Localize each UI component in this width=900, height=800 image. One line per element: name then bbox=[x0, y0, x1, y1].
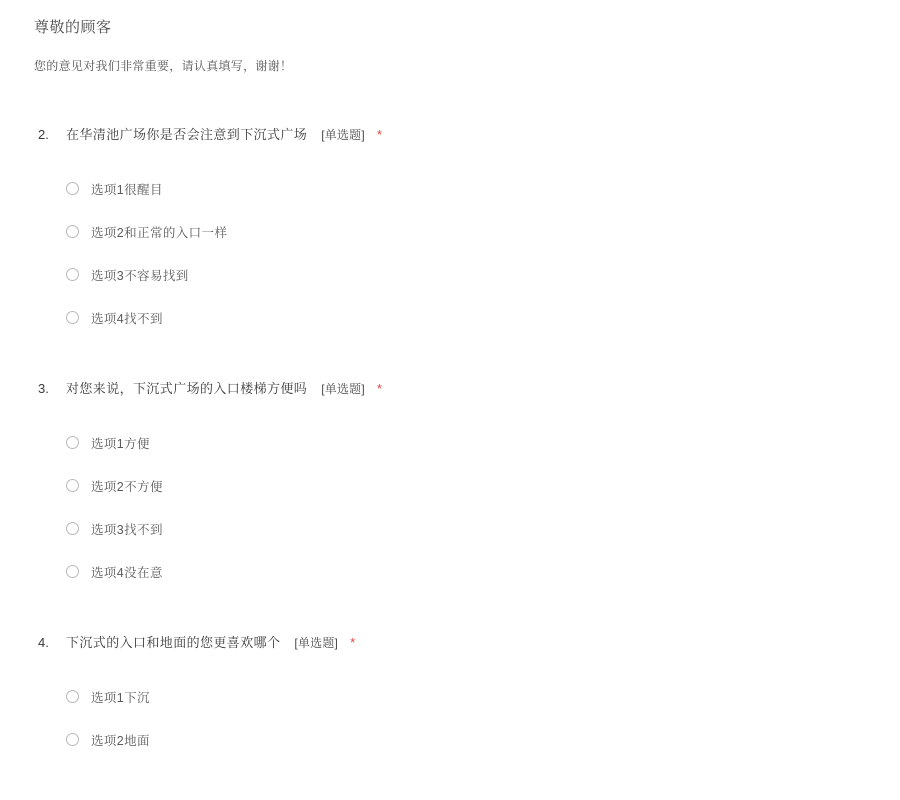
option-group bbox=[0, 167, 900, 339]
option-label: 选项4找不到 bbox=[91, 311, 163, 326]
question-block bbox=[0, 125, 900, 339]
option-group bbox=[0, 675, 900, 761]
question-index: 2. bbox=[38, 127, 49, 142]
option-label: 选项2不方便 bbox=[91, 479, 163, 494]
option-item[interactable] bbox=[66, 550, 900, 593]
required-asterisk: * bbox=[376, 127, 382, 142]
option-label: 选项3不容易找到 bbox=[91, 268, 189, 283]
question-type-label: [单选题] bbox=[294, 636, 339, 650]
option-label: 选项3找不到 bbox=[91, 522, 163, 537]
option-group bbox=[0, 421, 900, 593]
required-asterisk: * bbox=[376, 381, 382, 396]
question-header bbox=[0, 633, 900, 653]
page-title: 尊敬的顾客 bbox=[34, 19, 112, 36]
question-separator bbox=[0, 351, 900, 379]
radio-icon[interactable] bbox=[66, 311, 79, 324]
question-header bbox=[0, 379, 900, 399]
radio-icon[interactable] bbox=[66, 565, 79, 578]
radio-icon[interactable] bbox=[66, 182, 79, 195]
option-item[interactable] bbox=[66, 167, 900, 210]
question-list bbox=[0, 125, 900, 773]
radio-icon[interactable] bbox=[66, 479, 79, 492]
question-header bbox=[0, 125, 900, 145]
question-block bbox=[0, 633, 900, 761]
option-label: 选项1很醒目 bbox=[91, 182, 163, 197]
radio-icon[interactable] bbox=[66, 436, 79, 449]
option-label: 选项1方便 bbox=[91, 436, 150, 451]
question-title: 下沉式的入口和地面的您更喜欢哪个 bbox=[66, 635, 281, 650]
question-index: 3. bbox=[38, 381, 49, 396]
question-type-label: [单选题] bbox=[321, 128, 365, 142]
radio-icon[interactable] bbox=[66, 225, 79, 238]
question-title: 对您来说，下沉式广场的入口楼梯方便吗 bbox=[66, 381, 308, 396]
question-type-label: [单选题] bbox=[321, 382, 365, 396]
radio-icon[interactable] bbox=[66, 522, 79, 535]
option-label: 选项1下沉 bbox=[91, 690, 150, 705]
option-item[interactable] bbox=[66, 675, 900, 718]
option-item[interactable] bbox=[66, 210, 900, 253]
option-label: 选项2地面 bbox=[91, 733, 150, 748]
question-separator bbox=[0, 605, 900, 633]
question-index: 4. bbox=[38, 635, 49, 650]
option-item[interactable] bbox=[66, 718, 900, 761]
radio-icon[interactable] bbox=[66, 268, 79, 281]
required-asterisk: * bbox=[350, 635, 356, 650]
radio-icon[interactable] bbox=[66, 690, 79, 703]
option-label: 选项2和正常的入口一样 bbox=[91, 225, 228, 240]
option-label: 选项4没在意 bbox=[91, 565, 163, 580]
option-item[interactable] bbox=[66, 464, 900, 507]
option-item[interactable] bbox=[66, 421, 900, 464]
option-item[interactable] bbox=[66, 296, 900, 339]
option-item[interactable] bbox=[66, 253, 900, 296]
radio-icon[interactable] bbox=[66, 733, 79, 746]
question-title: 在华清池广场你是否会注意到下沉式广场 bbox=[66, 127, 308, 142]
question-block bbox=[0, 379, 900, 593]
option-item[interactable] bbox=[66, 507, 900, 550]
survey-description: 您的意见对我们非常重要，请认真填写，谢谢！ bbox=[34, 59, 293, 73]
